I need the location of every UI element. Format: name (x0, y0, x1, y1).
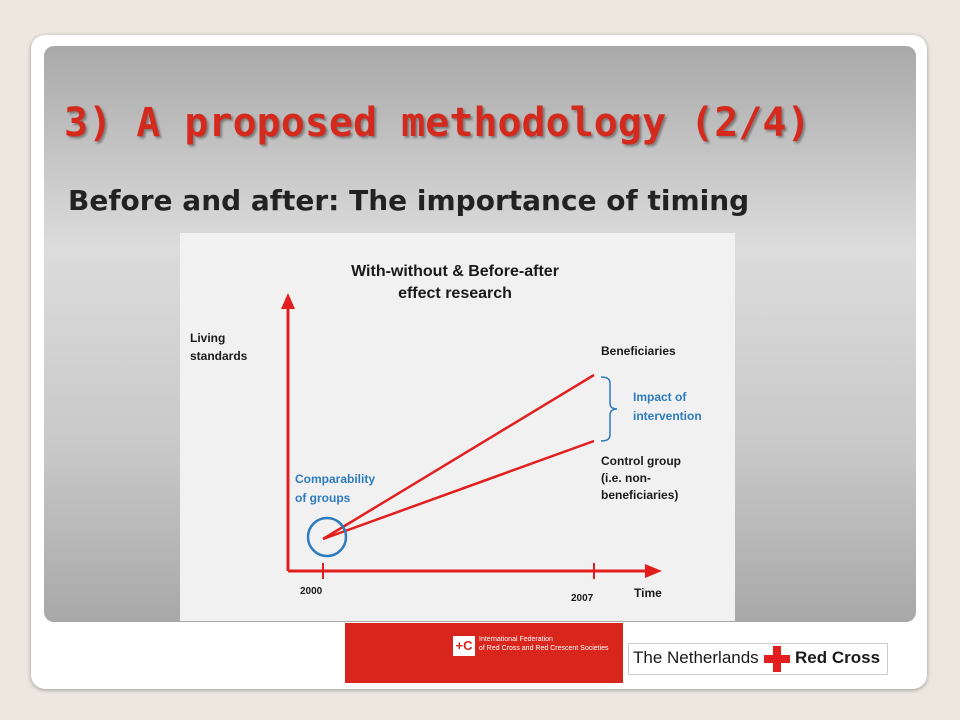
control-group-label (601, 453, 681, 504)
diagram-title (310, 261, 600, 305)
diagram-title-line1: With-without & Before-after (351, 263, 559, 280)
x-axis-arrow (645, 564, 662, 578)
x-tick-label-2007: 2007 (571, 593, 594, 604)
netherlands-red-cross-logo (628, 643, 888, 675)
impact-label-line1: Impact of (633, 390, 687, 404)
comparability-label-line1: Comparability (295, 472, 376, 486)
ifrc-name (479, 635, 609, 653)
comparability-label (295, 470, 375, 508)
ifrc-name-line2: of Red Cross and Red Crescent Societies (479, 645, 609, 652)
x-axis-label: Time (634, 586, 662, 600)
control-label-line2: (i.e. non- (601, 471, 651, 485)
nrc-name-part1: The Netherlands (633, 648, 759, 667)
red-cross-icon (764, 646, 790, 672)
impact-label (633, 388, 702, 426)
slide-subtitle: Before and after: The importance of timing (68, 184, 750, 217)
y-axis-label-line1: Living (190, 331, 226, 345)
ifrc-name-line1: International Federation (479, 636, 553, 643)
control-label-line1: Control group (601, 454, 681, 468)
diagram-panel (180, 233, 735, 621)
slide-title: 3) A proposed methodology (2/4) (64, 100, 811, 146)
impact-bracket (601, 377, 617, 441)
ifrc-logo-banner (345, 623, 623, 683)
beneficiaries-label: Beneficiaries (601, 344, 676, 358)
ifrc-emblem-icon: +C (453, 636, 475, 656)
impact-label-line2: intervention (633, 409, 702, 423)
diagram-title-line2: effect research (398, 285, 512, 302)
x-tick-label-2000: 2000 (300, 586, 323, 597)
control-label-line3: beneficiaries) (601, 488, 679, 502)
comparability-label-line2: of groups (295, 491, 351, 505)
y-axis-arrow (281, 293, 295, 309)
y-axis-label-line2: standards (190, 349, 248, 363)
y-axis-label (190, 329, 247, 365)
nrc-name-part2: Red Cross (795, 648, 881, 667)
